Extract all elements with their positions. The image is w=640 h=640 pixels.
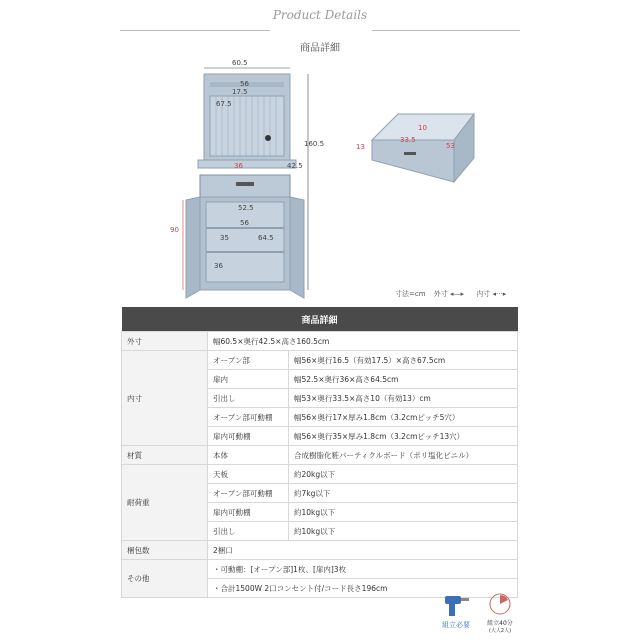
lower-inner bbox=[206, 202, 284, 282]
dim-inner-small: 17.5 bbox=[232, 88, 248, 96]
assembly-time-label: 組立40分 bbox=[487, 620, 513, 627]
table-row: 材質 本体 合成樹脂化粧パーティクルボード（ポリ塩化ビニル） bbox=[122, 446, 518, 465]
drill-icon bbox=[441, 592, 471, 618]
table-row: オープン部可動棚 約7kg以下 bbox=[122, 484, 518, 503]
dim-depth: 42.5 bbox=[287, 162, 303, 170]
dim-drawer-height: 10 bbox=[418, 124, 427, 132]
dim-top-height-inner: 67.5 bbox=[216, 100, 232, 108]
dim-lower-height: 90 bbox=[170, 226, 179, 234]
drawer-box-front bbox=[372, 140, 454, 182]
legend-inner: 内寸 bbox=[476, 290, 491, 298]
right-door bbox=[290, 197, 304, 298]
table-row: 梱包数 2梱口 bbox=[122, 541, 518, 560]
spec-table-title: 商品詳細 bbox=[122, 307, 518, 332]
legend-inner-arrow-icon: ◂···▸ bbox=[492, 290, 507, 298]
dim-drawer-depth: 33.5 bbox=[400, 136, 416, 144]
dim-inner-width-top: 56 bbox=[240, 80, 249, 88]
table-row: 引出し 約10kg以下 bbox=[122, 522, 518, 541]
table-row: 引出し 幅53×奥行33.5×高さ10（有効13）cm bbox=[122, 389, 518, 408]
drawer-handle bbox=[236, 182, 254, 186]
table-row: 外寸 幅60.5×奥行42.5×高さ160.5cm bbox=[122, 332, 518, 351]
assembly-people-label: (大人2人) bbox=[488, 628, 512, 634]
table-row: 扉内 幅52.5×奥行36×高さ64.5cm bbox=[122, 370, 518, 389]
cabinet-diagram bbox=[0, 0, 640, 300]
drawer-box-handle bbox=[404, 152, 416, 155]
legend-outer: 外寸 bbox=[433, 290, 448, 298]
dim-lower-shelf-depth: 35 bbox=[220, 234, 229, 242]
table-row: 内寸 オープン部 幅56×奥行16.5（有効17.5）×高さ67.5cm bbox=[122, 351, 518, 370]
clock-icon bbox=[486, 592, 514, 616]
dim-lower-shelf-width: 56 bbox=[240, 219, 249, 227]
table-row: ・合計1500W 2口コンセント付/コード長さ196cm bbox=[122, 579, 518, 598]
spec-table bbox=[121, 307, 518, 598]
dim-lower-inner-height: 64.5 bbox=[258, 234, 274, 242]
table-row: その他 ・可動棚：[オープン部]1枚、[扉内]3枚 bbox=[122, 560, 518, 579]
outlet-icon bbox=[265, 135, 271, 141]
dim-lower-bottom: 36 bbox=[214, 262, 223, 270]
assembly-required-badge bbox=[432, 592, 480, 630]
page-subtitle: 商品詳細 bbox=[300, 43, 340, 54]
dim-drawer-depth-label: 36 bbox=[234, 162, 243, 170]
legend-unit: 寸法=cm bbox=[395, 290, 426, 298]
left-door bbox=[186, 197, 200, 298]
dim-top-width: 60.5 bbox=[232, 59, 248, 67]
dimension-legend bbox=[395, 289, 506, 299]
table-row: 耐荷重 天板 約20kg以下 bbox=[122, 465, 518, 484]
assembly-label: 組立必要 bbox=[442, 621, 470, 629]
assembly-time-badge bbox=[480, 592, 520, 634]
dim-lower-width: 52.5 bbox=[238, 204, 254, 212]
table-row: オープン部可動棚 幅56×奥行17×厚み1.8cm（3.2cmピッチ5穴） bbox=[122, 408, 518, 427]
table-row: 扉内可動棚 約10kg以下 bbox=[122, 503, 518, 522]
dim-drawer-width: 53 bbox=[446, 142, 455, 150]
header-title: Product Details bbox=[272, 8, 368, 22]
dim-drawer-outer-height: 13 bbox=[356, 143, 365, 151]
table-row: 扉内可動棚 幅56×奥行35×厚み1.8cm（3.2cmピッチ13穴） bbox=[122, 427, 518, 446]
legend-outer-arrow-icon: ◂—▸ bbox=[450, 290, 465, 298]
dim-total-height: 160.5 bbox=[304, 140, 325, 148]
counter-top bbox=[198, 160, 296, 168]
